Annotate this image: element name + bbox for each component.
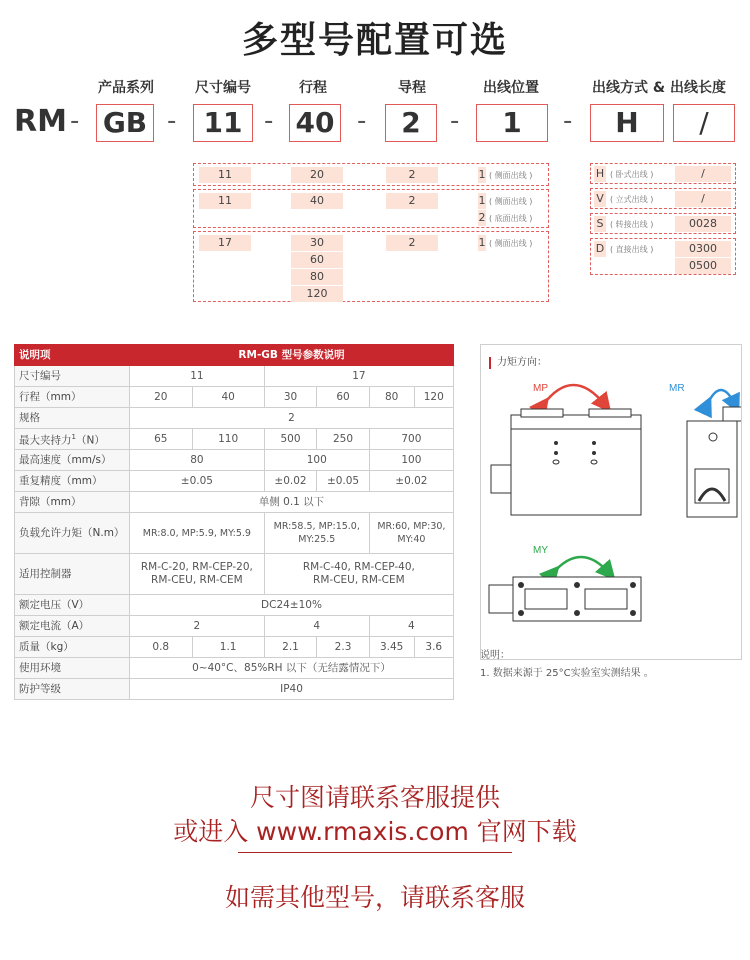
cell [130, 554, 265, 595]
mode-code: H [595, 167, 605, 180]
cell: DC24±10% [130, 595, 454, 616]
option-size: 11 [199, 193, 251, 209]
mode-length: / [675, 166, 731, 182]
mp-arrow-icon [543, 385, 605, 405]
my-arrow-icon [553, 557, 609, 573]
torque-drawing [481, 345, 741, 659]
label-stroke: 行程 [299, 80, 327, 96]
row-label: 质量（kg） [15, 637, 130, 658]
cell: 0.8 [130, 637, 193, 658]
option-lead: 2 [386, 193, 438, 209]
contact-line-2: 或进入 www.rmaxis.com 官网下载 [173, 817, 577, 846]
cell: 65 [130, 429, 193, 450]
cell: 2 [130, 616, 265, 637]
row-label: 适用控制器 [15, 554, 130, 595]
option-block-11-40 [193, 189, 549, 228]
cell: 3.6 [414, 637, 454, 658]
torque-diagram [480, 344, 742, 660]
cell: 80 [130, 450, 265, 471]
option-position-code: 1 [478, 236, 486, 249]
option-position-code: 1 [478, 194, 486, 207]
cell [264, 554, 453, 595]
cell-line: MY:40 [397, 534, 426, 545]
code-separator: - [450, 106, 460, 136]
row-label: 最高速度（mm/s） [15, 450, 130, 471]
option-position-desc: ( 侧面出线 ) [489, 171, 533, 180]
gripper-jaw [589, 409, 631, 417]
row-label: 尺寸编号 [15, 366, 130, 387]
table-row [15, 679, 454, 700]
row-label: 重复精度（mm） [15, 471, 130, 492]
cell [264, 513, 369, 554]
mode-block-s [590, 213, 736, 234]
row-label: 额定电流（A） [15, 616, 130, 637]
option-stroke: 20 [291, 167, 343, 183]
cell-line: MR:58.5, MP:15.0, [273, 521, 360, 532]
mr-arrow-icon [707, 390, 735, 405]
option-stroke: 120 [291, 286, 343, 302]
option-position-desc: ( 侧面出线 ) [489, 197, 533, 206]
table-row [15, 429, 454, 450]
row-label: 规格 [15, 408, 130, 429]
cell: 40 [192, 387, 264, 408]
option-stroke: 80 [291, 269, 343, 285]
option-stroke: 60 [291, 252, 343, 268]
code-separator: - [563, 106, 573, 136]
code-separator: - [70, 106, 80, 136]
cell: 20 [130, 387, 193, 408]
label-outlet-position: 出线位置 [483, 80, 539, 96]
cell: 500 [264, 429, 317, 450]
cell: 120 [414, 387, 454, 408]
contact-line-3: 如需其他型号，请联系客服 [224, 883, 525, 912]
cell: ±0.02 [369, 471, 453, 492]
cell: 700 [369, 429, 453, 450]
table-row [15, 595, 454, 616]
option-block-17 [193, 231, 549, 302]
mode-code: V [594, 191, 606, 207]
mr-label: MR [669, 383, 685, 394]
label-outlet-mode: 出线方式 & 出线长度 [592, 80, 726, 96]
option-position-desc: ( 底面出线 ) [489, 214, 533, 223]
mode-code: S [594, 216, 606, 232]
divider [238, 852, 512, 853]
cell-line: MY:25.5 [298, 534, 336, 545]
option-block-11-20 [193, 163, 549, 186]
mode-desc: ( 立式出线 ) [610, 195, 654, 204]
mode-length: 0028 [675, 216, 731, 232]
table-row [15, 366, 454, 387]
cell: 2.3 [317, 637, 370, 658]
option-stroke: 40 [291, 193, 343, 209]
row-label: 使用环境 [15, 658, 130, 679]
mode-block-d [590, 238, 736, 275]
row-label: 负载允许力矩（N.m） [15, 513, 130, 554]
code-series-box: GB [96, 104, 154, 142]
contact-line-1: 尺寸图请联系客服提供 [249, 783, 500, 812]
table-header-label: 说明项 [15, 345, 130, 366]
mode-desc: ( 转接出线 ) [610, 220, 654, 229]
row-label: 额定电压（V） [15, 595, 130, 616]
mode-block-v [590, 188, 736, 209]
cell: 0~40°C、85%RH 以下（无结露情况下） [130, 658, 454, 679]
cell: 4 [369, 616, 453, 637]
cell-line: RM-CEU, RM-CEM [313, 574, 405, 586]
table-row [15, 345, 454, 366]
label-lead: 导程 [398, 80, 426, 96]
code-lead-box: 2 [385, 104, 437, 142]
row-label-text: 最大夹持力 [19, 434, 72, 447]
cell: 2 [130, 408, 454, 429]
option-size: 11 [199, 167, 251, 183]
table-row [15, 387, 454, 408]
note-title: 说明： [480, 650, 510, 661]
table-row [15, 471, 454, 492]
code-outlet-position-box: 1 [476, 104, 548, 142]
footnote-mark: 1 [71, 432, 76, 441]
mode-length: 0300 [675, 241, 731, 257]
option-position-code: 2 [478, 211, 486, 224]
code-separator: - [264, 106, 274, 136]
parameter-table [14, 344, 454, 700]
code-stroke-box: 40 [289, 104, 341, 142]
cell: 17 [264, 366, 453, 387]
table-header-title: RM-GB 型号参数说明 [130, 345, 454, 366]
side-jaw [723, 407, 741, 421]
row-label: 背隙（mm） [15, 492, 130, 513]
row-label [15, 429, 130, 450]
code-prefix: RM [14, 104, 67, 139]
option-size: 17 [199, 235, 251, 251]
cell: 60 [317, 387, 370, 408]
table-row [15, 616, 454, 637]
option-lead: 2 [386, 235, 438, 251]
mode-desc: ( 直接出线 ) [610, 245, 654, 254]
diagram-title: 力矩方向： [489, 357, 547, 369]
table-row [15, 513, 454, 554]
code-separator: - [357, 106, 367, 136]
row-label-unit: （N） [75, 434, 105, 447]
cell-line: RM-C-20, RM-CEP-20, [140, 561, 253, 573]
cell-line: MR:60, MP:30, [377, 521, 446, 532]
motor-connector [491, 465, 511, 493]
mp-label: MP [533, 383, 548, 394]
gripper-body [511, 429, 641, 515]
code-separator: - [167, 106, 177, 136]
cell: 4 [264, 616, 369, 637]
cell: ±0.05 [317, 471, 370, 492]
code-length-box: / [673, 104, 735, 142]
option-stroke: 30 [291, 235, 343, 251]
option-position-desc: ( 侧面出线 ) [489, 239, 533, 248]
gripper-jaw [521, 409, 563, 417]
mode-length: / [675, 191, 731, 207]
mode-length: 0500 [675, 258, 731, 274]
table-row [15, 450, 454, 471]
code-outlet-mode-box: H [590, 104, 664, 142]
cell: ±0.02 [264, 471, 317, 492]
note-text: 1. 数据来源于 25°C实验室实测结果 。 [480, 668, 654, 679]
cell: 100 [264, 450, 369, 471]
mode-block-h [590, 163, 736, 184]
cell: MR:8.0, MP:5.9, MY:5.9 [130, 513, 265, 554]
cell: 250 [317, 429, 370, 450]
table-row [15, 637, 454, 658]
cell: 单侧 0.1 以下 [130, 492, 454, 513]
cell [369, 513, 453, 554]
mode-code: D [595, 242, 605, 255]
code-size-box: 11 [193, 104, 253, 142]
option-position-code: 1 [478, 168, 486, 181]
bottom-connector [489, 585, 513, 613]
label-size: 尺寸编号 [195, 80, 251, 96]
cell-line: RM-CEU, RM-CEM [151, 574, 243, 586]
row-label: 防护等级 [15, 679, 130, 700]
table-row [15, 492, 454, 513]
cell: ±0.05 [130, 471, 265, 492]
cell: 100 [369, 450, 453, 471]
mode-desc: ( 卧式出线 ) [610, 170, 654, 179]
cell: 11 [130, 366, 265, 387]
cell: 30 [264, 387, 317, 408]
label-series: 产品系列 [98, 80, 154, 96]
table-row [15, 658, 454, 679]
page-title: 多型号配置可选 [241, 20, 508, 61]
cell: 110 [192, 429, 264, 450]
row-label: 行程（mm） [15, 387, 130, 408]
cell: IP40 [130, 679, 454, 700]
my-label: MY [533, 545, 548, 556]
cell: 3.45 [369, 637, 414, 658]
cell: 2.1 [264, 637, 317, 658]
table-row [15, 408, 454, 429]
cell: 80 [369, 387, 414, 408]
cell-line: RM-C-40, RM-CEP-40, [302, 561, 415, 573]
cell: 1.1 [192, 637, 264, 658]
table-row [15, 554, 454, 595]
option-lead: 2 [386, 167, 438, 183]
